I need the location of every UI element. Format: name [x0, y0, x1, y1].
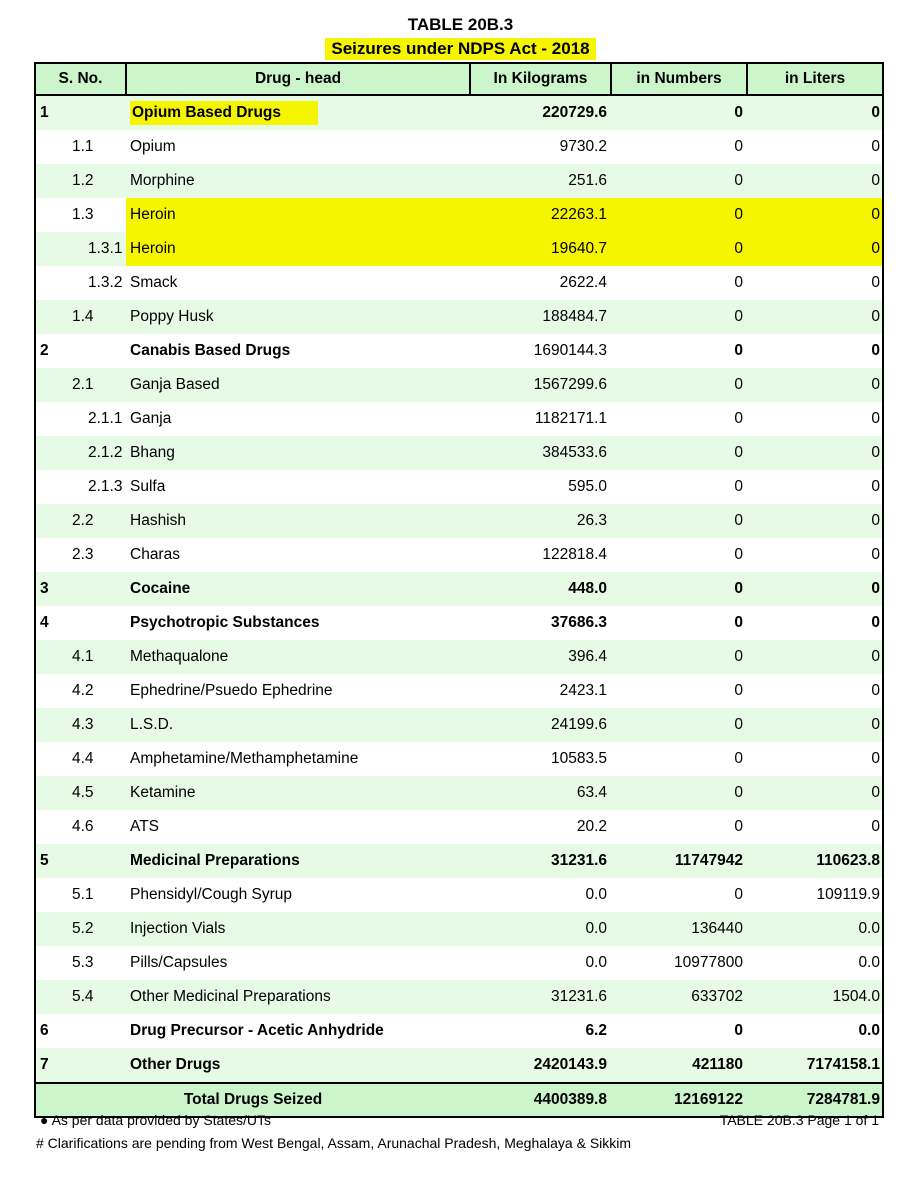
row-liters: 0: [747, 164, 883, 198]
row-drug: Hashish: [126, 504, 470, 538]
table-row: [35, 980, 883, 1014]
row-liters: 0: [747, 95, 883, 130]
table-row: [35, 470, 883, 504]
table-row: [35, 606, 883, 640]
row-kg: 595.0: [470, 470, 611, 504]
row-liters: 1504.0: [747, 980, 883, 1014]
row-liters: 0.0: [747, 946, 883, 980]
row-numbers: 0: [611, 776, 747, 810]
seizures-table: [34, 62, 884, 1118]
table-row: [35, 708, 883, 742]
row-numbers: 0: [611, 640, 747, 674]
row-sno: 4: [35, 606, 126, 640]
row-sno: 6: [35, 1014, 126, 1048]
row-numbers: 0: [611, 402, 747, 436]
row-drug: Ephedrine/Psuedo Ephedrine: [126, 674, 470, 708]
table-row: [35, 742, 883, 776]
table-row: [35, 538, 883, 572]
row-drug: Canabis Based Drugs: [126, 334, 470, 368]
row-numbers: 0: [611, 368, 747, 402]
table-row: [35, 436, 883, 470]
row-numbers: 0: [611, 95, 747, 130]
row-drug: Poppy Husk: [126, 300, 470, 334]
row-drug: Cocaine: [126, 572, 470, 606]
table-row: [35, 232, 883, 266]
row-numbers: 0: [611, 504, 747, 538]
row-drug: Charas: [126, 538, 470, 572]
row-numbers: 633702: [611, 980, 747, 1014]
row-kg: 2622.4: [470, 266, 611, 300]
row-drug: Injection Vials: [126, 912, 470, 946]
row-drug: [126, 95, 470, 130]
row-kg: 1182171.1: [470, 402, 611, 436]
header-drug: Drug - head: [126, 63, 470, 95]
table-row: [35, 640, 883, 674]
row-numbers: 0: [611, 334, 747, 368]
row-kg: 31231.6: [470, 844, 611, 878]
row-numbers: 0: [611, 232, 747, 266]
row-sno: 5.2: [35, 912, 126, 946]
row-drug: Medicinal Preparations: [126, 844, 470, 878]
row-kg: 188484.7: [470, 300, 611, 334]
footnote-clarification: # Clarifications are pending from West Bengal, Assam, Arunachal Pradesh, Meghalaya & Sikkim: [36, 1135, 632, 1151]
row-numbers: 0: [611, 708, 747, 742]
row-drug: Ganja Based: [126, 368, 470, 402]
row-liters: 0: [747, 470, 883, 504]
row-sno: 3: [35, 572, 126, 606]
row-sno: 2.1.1: [35, 402, 126, 436]
row-liters: 7174158.1: [747, 1048, 883, 1083]
row-kg: 384533.6: [470, 436, 611, 470]
row-drug: Opium: [126, 130, 470, 164]
row-numbers: 0: [611, 742, 747, 776]
row-kg: 0.0: [470, 912, 611, 946]
row-kg: 24199.6: [470, 708, 611, 742]
table-row: [35, 674, 883, 708]
table-row: [35, 368, 883, 402]
row-sno: 4.1: [35, 640, 126, 674]
row-kg: 37686.3: [470, 606, 611, 640]
row-drug: Bhang: [126, 436, 470, 470]
row-liters: 0: [747, 334, 883, 368]
footnote-source: ● As per data provided by States/UTs: [40, 1112, 272, 1128]
row-kg: 2423.1: [470, 674, 611, 708]
table-row: [35, 776, 883, 810]
subtitle-wrap: [0, 38, 921, 60]
row-numbers: 0: [611, 572, 747, 606]
row-kg: 26.3: [470, 504, 611, 538]
row-drug: Psychotropic Substances: [126, 606, 470, 640]
row-sno: 4.6: [35, 810, 126, 844]
row-kg: 0.0: [470, 946, 611, 980]
row-sno: 1.2: [35, 164, 126, 198]
row-liters: 0.0: [747, 1014, 883, 1048]
row-numbers: 0: [611, 198, 747, 232]
row-liters: 0: [747, 402, 883, 436]
row-numbers: 0: [611, 470, 747, 504]
row-numbers: 11747942: [611, 844, 747, 878]
row-numbers: 0: [611, 810, 747, 844]
row-sno: 1.4: [35, 300, 126, 334]
row-kg: 122818.4: [470, 538, 611, 572]
total-liters: 7284781.9: [747, 1083, 883, 1117]
row-kg: 396.4: [470, 640, 611, 674]
table-row: [35, 130, 883, 164]
row-kg: 251.6: [470, 164, 611, 198]
total-kg: 4400389.8: [470, 1083, 611, 1117]
row-kg: 1567299.6: [470, 368, 611, 402]
table-row: [35, 402, 883, 436]
row-sno: 1.3: [35, 198, 126, 232]
row-sno: 5.4: [35, 980, 126, 1014]
row-sno: 2: [35, 334, 126, 368]
row-liters: 0: [747, 504, 883, 538]
row-drug-label: Opium Based Drugs: [130, 101, 318, 125]
row-liters: 0: [747, 538, 883, 572]
row-kg: 19640.7: [470, 232, 611, 266]
row-sno: 2.2: [35, 504, 126, 538]
row-kg: 1690144.3: [470, 334, 611, 368]
row-drug: Amphetamine/Methamphetamine: [126, 742, 470, 776]
row-liters: 109119.9: [747, 878, 883, 912]
row-drug: Pills/Capsules: [126, 946, 470, 980]
table-row: [35, 572, 883, 606]
table-row: [35, 95, 883, 130]
row-liters: 0: [747, 742, 883, 776]
row-sno: 1: [35, 95, 126, 130]
row-numbers: 421180: [611, 1048, 747, 1083]
row-kg: 9730.2: [470, 130, 611, 164]
row-kg: 2420143.9: [470, 1048, 611, 1083]
table-row: [35, 1048, 883, 1083]
total-numbers: 12169122: [611, 1083, 747, 1117]
row-liters: 110623.8: [747, 844, 883, 878]
row-drug: Morphine: [126, 164, 470, 198]
row-sno: 4.5: [35, 776, 126, 810]
row-kg: 22263.1: [470, 198, 611, 232]
row-kg: 10583.5: [470, 742, 611, 776]
row-sno: 5.3: [35, 946, 126, 980]
row-sno: 1.1: [35, 130, 126, 164]
row-numbers: 0: [611, 436, 747, 470]
row-liters: 0: [747, 674, 883, 708]
row-liters: 0: [747, 606, 883, 640]
row-kg: 31231.6: [470, 980, 611, 1014]
row-liters: 0: [747, 198, 883, 232]
row-sno: 1.3.1: [35, 232, 126, 266]
table-row: [35, 844, 883, 878]
row-sno: 4.3: [35, 708, 126, 742]
row-numbers: 0: [611, 1014, 747, 1048]
table-row: [35, 164, 883, 198]
row-numbers: 0: [611, 266, 747, 300]
table-row: [35, 1014, 883, 1048]
row-sno: 5: [35, 844, 126, 878]
row-drug: ATS: [126, 810, 470, 844]
row-kg: 6.2: [470, 1014, 611, 1048]
row-liters: 0: [747, 810, 883, 844]
row-sno: 4.2: [35, 674, 126, 708]
row-drug: Sulfa: [126, 470, 470, 504]
row-drug: Other Drugs: [126, 1048, 470, 1083]
row-drug: Phensidyl/Cough Syrup: [126, 878, 470, 912]
row-numbers: 0: [611, 538, 747, 572]
row-drug: Drug Precursor - Acetic Anhydride: [126, 1014, 470, 1048]
row-sno: 2.3: [35, 538, 126, 572]
header-liters: in Liters: [747, 63, 883, 95]
row-drug: Heroin: [126, 232, 470, 266]
row-numbers: 0: [611, 164, 747, 198]
row-drug: L.S.D.: [126, 708, 470, 742]
header-sno: S. No.: [35, 63, 126, 95]
row-numbers: 0: [611, 674, 747, 708]
table-row: [35, 266, 883, 300]
page-indicator: TABLE 20B.3 Page 1 of 1: [719, 1112, 879, 1128]
row-liters: 0: [747, 640, 883, 674]
table-row: [35, 878, 883, 912]
row-drug: Smack: [126, 266, 470, 300]
row-sno: 7: [35, 1048, 126, 1083]
header-numbers: in Numbers: [611, 63, 747, 95]
row-drug: Heroin: [126, 198, 470, 232]
row-liters: 0.0: [747, 912, 883, 946]
table-title: TABLE 20B.3: [407, 15, 514, 34]
row-liters: 0: [747, 266, 883, 300]
row-drug: Other Medicinal Preparations: [126, 980, 470, 1014]
row-numbers: 0: [611, 606, 747, 640]
row-numbers: 10977800: [611, 946, 747, 980]
row-liters: 0: [747, 572, 883, 606]
row-sno: 2.1.3: [35, 470, 126, 504]
row-drug: Ketamine: [126, 776, 470, 810]
row-kg: 20.2: [470, 810, 611, 844]
row-numbers: 0: [611, 878, 747, 912]
header-kg: In Kilograms: [470, 63, 611, 95]
total-label: Total Drugs Seized: [35, 1083, 470, 1117]
row-liters: 0: [747, 368, 883, 402]
table-row: [35, 198, 883, 232]
row-sno: 1.3.2: [35, 266, 126, 300]
row-numbers: 136440: [611, 912, 747, 946]
row-liters: 0: [747, 776, 883, 810]
table-row: [35, 300, 883, 334]
table-row: [35, 334, 883, 368]
table-row: [35, 912, 883, 946]
row-drug: Methaqualone: [126, 640, 470, 674]
row-sno: 2.1: [35, 368, 126, 402]
table-row: [35, 810, 883, 844]
row-sno: 5.1: [35, 878, 126, 912]
row-liters: 0: [747, 708, 883, 742]
row-kg: 0.0: [470, 878, 611, 912]
table-subtitle: Seizures under NDPS Act - 2018: [325, 38, 595, 60]
row-liters: 0: [747, 130, 883, 164]
row-kg: 220729.6: [470, 95, 611, 130]
row-kg: 448.0: [470, 572, 611, 606]
table-row: [35, 946, 883, 980]
row-liters: 0: [747, 232, 883, 266]
row-sno: 2.1.2: [35, 436, 126, 470]
table-row: [35, 504, 883, 538]
row-drug: Ganja: [126, 402, 470, 436]
row-liters: 0: [747, 300, 883, 334]
row-liters: 0: [747, 436, 883, 470]
header-row: [35, 63, 883, 95]
row-kg: 63.4: [470, 776, 611, 810]
row-numbers: 0: [611, 130, 747, 164]
row-sno: 4.4: [35, 742, 126, 776]
row-numbers: 0: [611, 300, 747, 334]
